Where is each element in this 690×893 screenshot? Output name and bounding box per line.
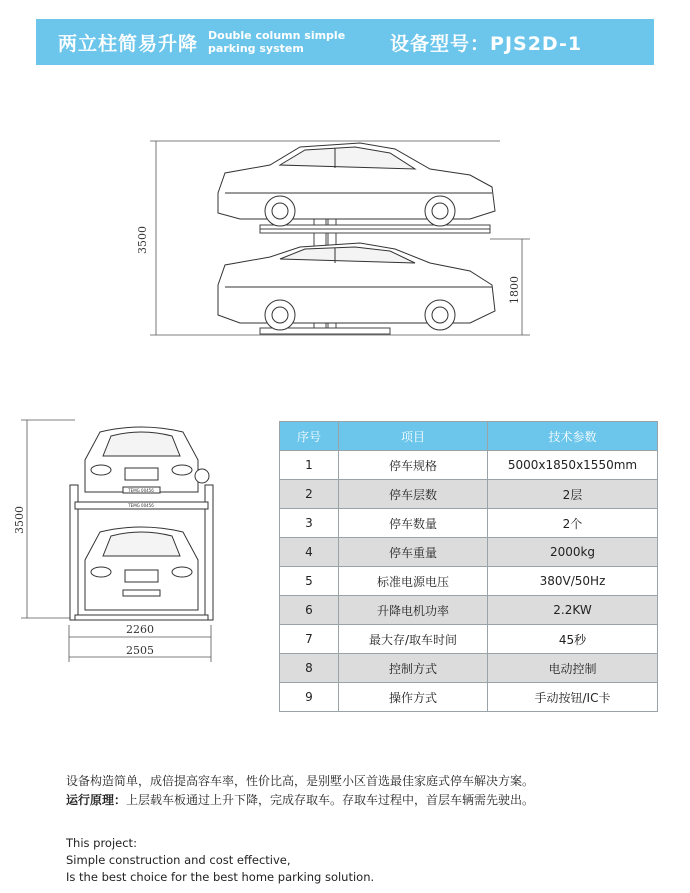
front-dim-outer: 2505 [126, 644, 154, 657]
upper-platform [260, 225, 490, 233]
front-lower-car [85, 527, 198, 610]
cell-item: 停车重量 [339, 538, 488, 567]
header-index: 序号 [280, 422, 339, 451]
table-header-row [280, 422, 658, 451]
side-dim-total: 3500 [136, 226, 149, 254]
cell-value: 45秒 [488, 625, 658, 654]
cell-value: 2.2KW [488, 596, 658, 625]
description-block [66, 772, 534, 810]
title-english-line2: parking system [208, 42, 304, 55]
title-banner [36, 19, 654, 65]
title-chinese: 两立柱简易升降 [58, 32, 199, 55]
table-row [280, 509, 658, 538]
cell-index: 9 [280, 683, 339, 712]
cell-item: 停车数量 [339, 509, 488, 538]
table-row [280, 567, 658, 596]
cell-index: 7 [280, 625, 339, 654]
side-view-diagram [130, 135, 540, 345]
cell-value: 380V/50Hz [488, 567, 658, 596]
description-line1: 设备构造简单，成倍提高容车率，性价比高，是别墅小区首选最佳家庭式停车解决方案。 [66, 774, 535, 788]
cell-value: 2000kg [488, 538, 658, 567]
cell-item: 操作方式 [339, 683, 488, 712]
title-english-line1: Double column simple [208, 29, 346, 42]
english-line1: This project: [66, 836, 137, 850]
upper-car [218, 143, 495, 226]
front-lower-plate: TEMG 00456 [128, 503, 154, 508]
header-item: 项目 [339, 422, 488, 451]
cell-item: 升降电机功率 [339, 596, 488, 625]
english-line2: Simple construction and cost effective, [66, 853, 291, 867]
front-upper-plate: TEMG 00456 [128, 488, 154, 493]
cell-item: 停车规格 [339, 451, 488, 480]
table-row [280, 480, 658, 509]
cell-index: 3 [280, 509, 339, 538]
cell-index: 4 [280, 538, 339, 567]
model-number: 设备型号：PJS2D-1 [390, 32, 583, 55]
principle-label: 运行原理： [66, 793, 127, 807]
front-dim-height: 3500 [13, 506, 26, 534]
table-row [280, 596, 658, 625]
cell-item: 最大存/取车时间 [339, 625, 488, 654]
table-row [280, 625, 658, 654]
table-row [280, 683, 658, 712]
cell-value: 手动按钮/IC卡 [488, 683, 658, 712]
side-dim-lower: 1800 [508, 276, 521, 304]
cell-value: 电动控制 [488, 654, 658, 683]
spec-table [279, 421, 658, 712]
cell-value: 5000x1850x1550mm [488, 451, 658, 480]
front-view-diagram [15, 410, 240, 670]
cell-index: 1 [280, 451, 339, 480]
header-params: 技术参数 [488, 422, 658, 451]
cell-index: 8 [280, 654, 339, 683]
cell-item: 停车层数 [339, 480, 488, 509]
cell-item: 标准电源电压 [339, 567, 488, 596]
front-dim-inner: 2260 [126, 623, 154, 636]
title-english [208, 29, 368, 55]
table-row [280, 654, 658, 683]
cell-index: 5 [280, 567, 339, 596]
english-line3: Is the best choice for the best home parking solution. [66, 870, 375, 884]
principle-line [66, 791, 534, 810]
english-block [66, 835, 374, 886]
table-row [280, 538, 658, 567]
cell-index: 2 [280, 480, 339, 509]
lower-car [218, 243, 495, 330]
cell-index: 6 [280, 596, 339, 625]
cell-value: 2层 [488, 480, 658, 509]
principle-text: 上层载车板通过上升下降，完成存取车。存取车过程中，首层车辆需先驶出。 [126, 793, 535, 807]
table-row [280, 451, 658, 480]
cell-value: 2个 [488, 509, 658, 538]
cell-item: 控制方式 [339, 654, 488, 683]
front-upper-car [85, 427, 209, 493]
